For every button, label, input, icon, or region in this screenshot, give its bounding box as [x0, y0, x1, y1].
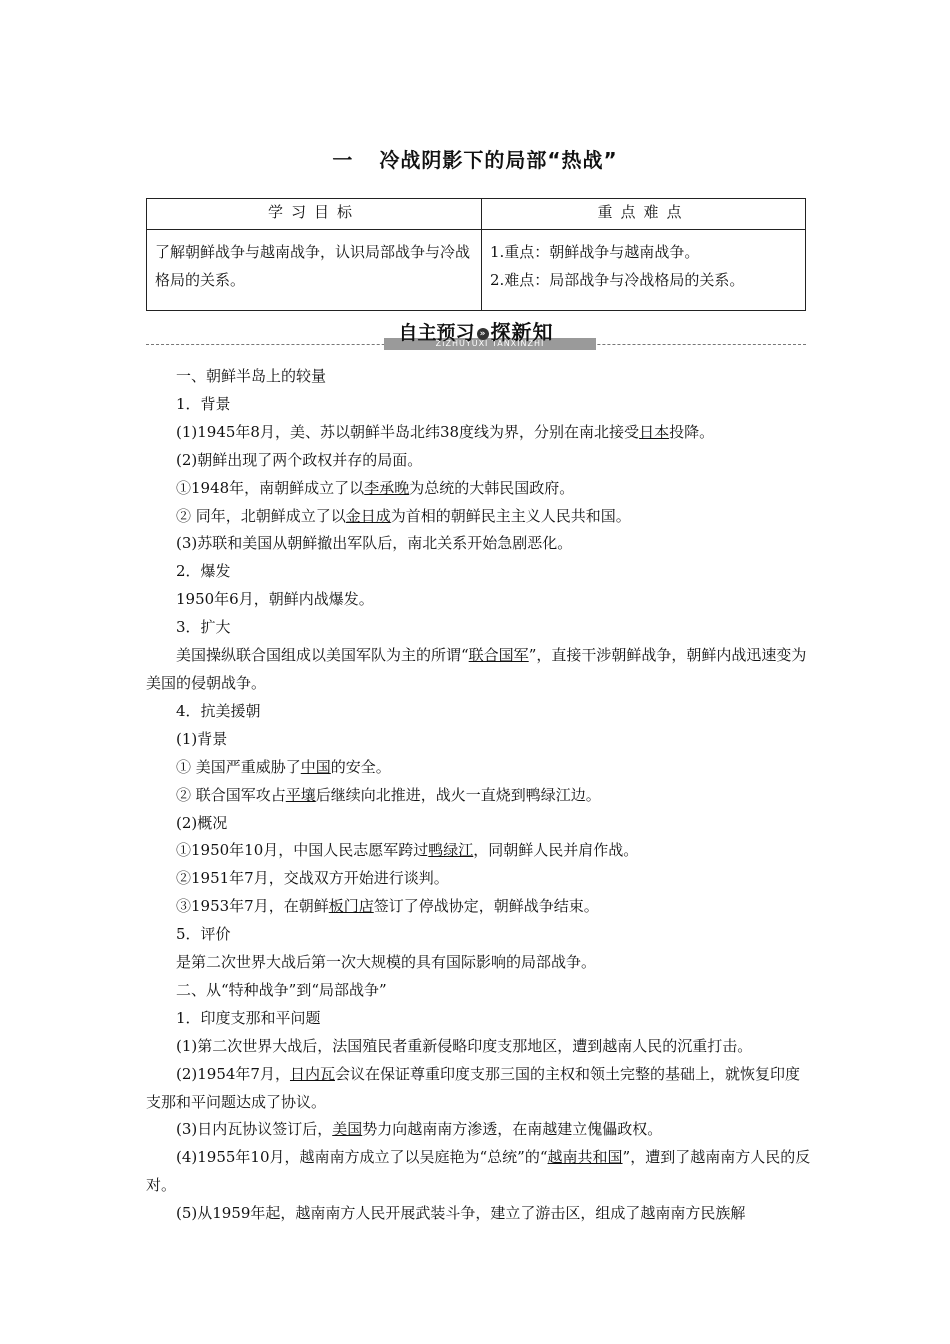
content-paragraph: [146, 391, 814, 419]
paragraph-text: (1)第二次世界大战后，法国殖民者重新侵略印度支那地区，遭到越南人民的沉重打击。: [176, 1036, 753, 1055]
paragraph-text: ② 联合国军攻占: [176, 785, 286, 804]
paragraph-text: ② 同年，北朝鲜成立了以: [176, 506, 346, 525]
content-paragraph: [146, 1200, 814, 1228]
content-paragraph: [146, 754, 814, 782]
paragraph-text: (3)苏联和美国从朝鲜撤出军队后，南北关系开始急剧恶化。: [176, 534, 573, 553]
objectives-table: [146, 198, 806, 311]
content-paragraph: [146, 530, 814, 558]
page-title: [0, 144, 950, 173]
content-paragraph: [146, 865, 814, 893]
content-paragraph: [146, 1116, 814, 1144]
paragraph-text: (1)1945年8月，美、苏以朝鲜半岛北纬38度线为界，分别在南北接受: [176, 422, 640, 441]
paragraph-text: 1．印度支那和平问题: [176, 1008, 321, 1027]
main-content: [146, 363, 814, 1228]
underlined-keyword: 联合国军: [468, 646, 529, 665]
paragraph-text: (5)从1959年起，越南南方人民开展武装斗争，建立了游击区，组成了越南南方民族解: [176, 1204, 746, 1223]
banner-pinyin: ZIZHUYUXI TANXINZHI: [384, 338, 596, 350]
key-points-cell: [482, 230, 806, 311]
learning-goals-cell: 了解朝鲜战争与越南战争，认识局部战争与冷战格局的关系。: [147, 230, 482, 311]
paragraph-text: ，同朝鲜人民并肩作战。: [473, 841, 639, 860]
paragraph-text: 1．背景: [176, 394, 231, 413]
paragraph-text: 5．评价: [176, 925, 231, 944]
header-learning-goals: 学习目标: [147, 199, 482, 230]
paragraph-text: 会议在保证尊重印度支那三国的主权和领土完整的基础上，就恢复印度支那和平问题达成了协议。: [146, 1064, 800, 1111]
banner-part1: 自主预习: [398, 322, 475, 344]
content-paragraph: [146, 642, 814, 698]
paragraph-text: (2)概况: [176, 813, 228, 832]
content-paragraph: [146, 1005, 814, 1033]
paragraph-text: 是第二次世界大战后第一次大规模的具有国际影响的局部战争。: [176, 953, 597, 972]
key-point-2: 2.难点：局部战争与冷战格局的关系。: [490, 271, 745, 289]
content-paragraph: [146, 614, 814, 642]
paragraph-text: 投降。: [669, 422, 715, 441]
underlined-keyword: 美国: [332, 1120, 363, 1139]
underlined-keyword: 李承晚: [364, 478, 410, 497]
underlined-keyword: 日本: [639, 422, 670, 441]
banner-heading: [146, 316, 806, 345]
underlined-keyword: 中国: [300, 757, 331, 776]
paragraph-text: 二、从“特种战争”到“局部战争”: [176, 980, 387, 999]
paragraph-text: (2)朝鲜出现了两个政权并存的局面。: [176, 450, 423, 469]
paragraph-text: (1)背景: [176, 729, 228, 748]
arrow-icon: »: [477, 328, 489, 340]
content-paragraph: [146, 921, 814, 949]
content-paragraph: [146, 503, 814, 531]
underlined-keyword: 越南共和国: [547, 1148, 623, 1167]
paragraph-text: ”，遭到了越南南方人民的反对。: [146, 1148, 811, 1195]
section-banner: [146, 316, 806, 356]
content-paragraph: [146, 363, 814, 391]
content-paragraph: [146, 586, 814, 614]
paragraph-text: 势力向越南南方渗透，在南越建立傀儡政权。: [362, 1120, 663, 1139]
title-text: 冷战阴影下的局部“热战”: [379, 148, 618, 172]
paragraph-text: 签订了停战协定，朝鲜战争结束。: [373, 897, 599, 916]
paragraph-text: ① 美国严重威胁了: [176, 757, 301, 776]
paragraph-text: ①1948年，南朝鲜成立了以: [176, 478, 365, 497]
content-paragraph: [146, 1144, 814, 1200]
paragraph-text: 后继续向北推进，战火一直烧到鸭绿江边。: [315, 785, 601, 804]
underlined-keyword: 日内瓦: [289, 1064, 335, 1083]
content-paragraph: [146, 1033, 814, 1061]
paragraph-text: (4)1955年10月，越南南方成立了以吴庭艳为“总统”的“: [176, 1148, 548, 1167]
paragraph-text: ③1953年7月，在朝鲜: [176, 897, 329, 916]
content-paragraph: [146, 810, 814, 838]
content-paragraph: [146, 558, 814, 586]
content-paragraph: [146, 419, 814, 447]
underlined-keyword: 鸭绿江: [428, 841, 474, 860]
underlined-keyword: 板门店: [328, 897, 374, 916]
paragraph-text: 4．抗美援朝: [176, 701, 261, 720]
paragraph-text: 2．爆发: [176, 562, 231, 581]
paragraph-text: 3．扩大: [176, 618, 231, 637]
content-paragraph: [146, 698, 814, 726]
banner-part2: 探新知: [490, 320, 554, 344]
header-key-points: 重点难点: [482, 199, 806, 230]
paragraph-text: 美国操纵联合国组成以美国军队为主的所谓“: [176, 646, 469, 665]
paragraph-text: ”，直接干涉朝鲜战争，朝鲜内战迅速变为美国的侵朝战争。: [146, 646, 807, 692]
content-paragraph: [146, 1061, 814, 1117]
title-number: 一: [332, 148, 354, 172]
key-point-1: 1.重点：朝鲜战争与越南战争。: [490, 243, 700, 261]
paragraph-text: 一、朝鲜半岛上的较量: [176, 367, 327, 385]
paragraph-text: 的安全。: [330, 757, 391, 776]
content-paragraph: [146, 726, 814, 754]
content-paragraph: [146, 475, 814, 503]
underlined-keyword: 平壤: [285, 785, 316, 804]
content-paragraph: [146, 893, 814, 921]
paragraph-text: 为首相的朝鲜民主主义人民共和国。: [390, 506, 631, 525]
paragraph-text: (2)1954年7月，: [176, 1064, 290, 1083]
content-paragraph: [146, 447, 814, 475]
content-paragraph: [146, 949, 814, 977]
paragraph-text: (3)日内瓦协议签订后，: [176, 1120, 333, 1139]
content-paragraph: [146, 977, 814, 1005]
paragraph-text: ②1951年7月，交战双方开始进行谈判。: [176, 869, 449, 888]
paragraph-text: 1950年6月，朝鲜内战爆发。: [176, 590, 374, 609]
content-paragraph: [146, 782, 814, 810]
underlined-keyword: 金日成: [345, 506, 391, 525]
paragraph-text: 为总统的大韩民国政府。: [409, 478, 575, 497]
paragraph-text: ①1950年10月，中国人民志愿军跨过: [176, 841, 429, 860]
content-paragraph: [146, 837, 814, 865]
